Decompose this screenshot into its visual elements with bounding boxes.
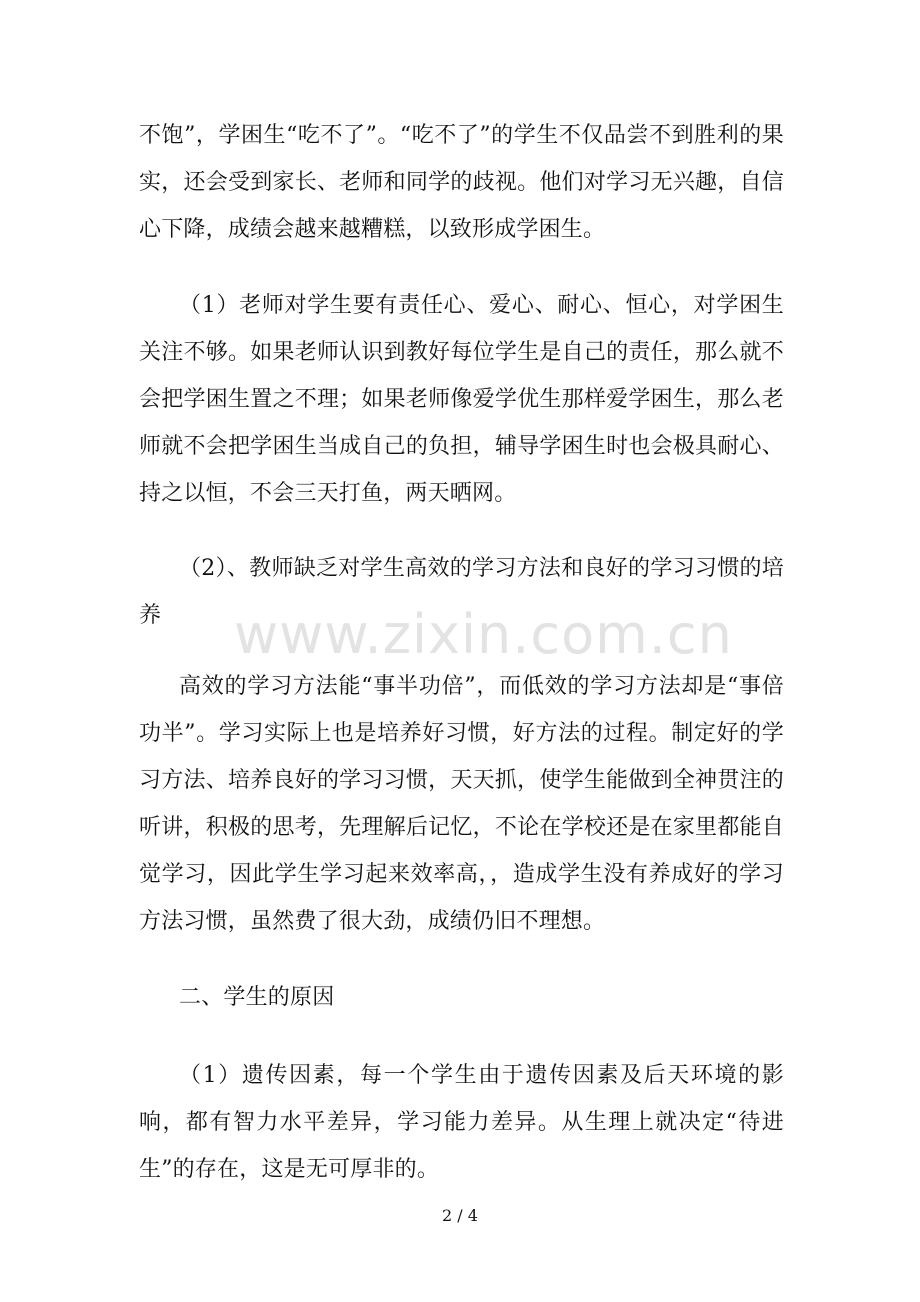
paragraph-5: （1）遗传因素，每一个学生由于遗传因素及后天环境的影响，都有智力水平差异，学习能力差异。从生理上就决定“待进生”的存在，这是无可厚非的。 (139, 1063, 784, 1182)
paragraph-2: （1）老师对学生要有责任心、爱心、耐心、恒心，对学困生关注不够。如果老师认识到教好每位学生是自己的责任，那么就不会把学困生置之不理；如果老师像爱学优生那样爱学困生，那么老师就不会把学困生当成自己的负担，辅导学困生时也会极具耐心、持之以恒，不会三天打鱼，两天晒网。 (139, 293, 784, 506)
watermark: www.zixin.com.cn (234, 603, 733, 666)
paragraph-4: 高效的学习方法能“事半功倍”，而低效的学习方法却是“事倍功半”。学习实际上也是培养好习惯，好方法的过程。制定好的学习方法、培养良好的学习习惯，天天抓，使学生能做到全神贯注的听讲，积极的思考，先理解后记忆，不论在学校还是在家里都能自觉学习，因此学生学习起来效率高，，造成学生没有养成好的学习方法习惯，虽然费了很大劲，成绩仍旧不理想。 (139, 674, 784, 934)
section-heading: 二、学生的原因 (179, 985, 335, 1010)
paragraph-3: （2）、教师缺乏对学生高效的学习方法和良好的学习习惯的培养 (139, 556, 784, 628)
paragraph-1: 不饱”，学困生“吃不了”。“吃不了”的学生不仅品尝不到胜利的果实，还会受到家长、老师和同学的歧视。他们对学习无兴趣，自信心下降，成绩会越来越糟糕，以致形成学困生。 (139, 123, 784, 242)
page-number: 2 / 4 (442, 1206, 478, 1225)
